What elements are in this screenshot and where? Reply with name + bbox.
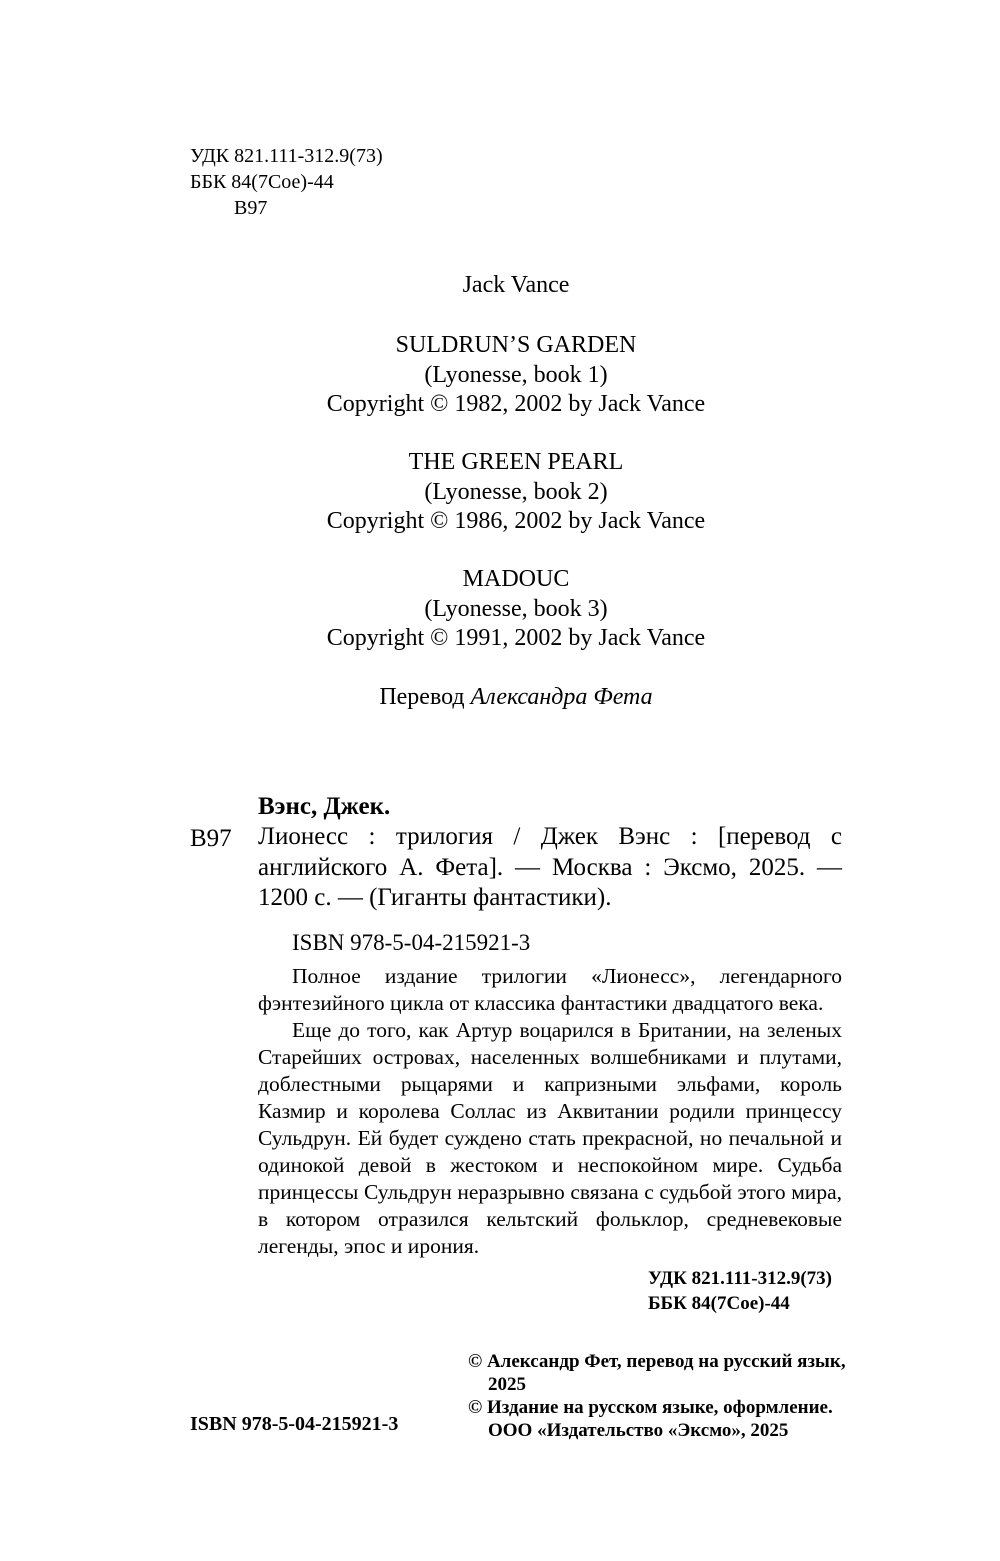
book-title: THE GREEN PEARL — [408, 449, 624, 475]
bottom-classification-codes — [648, 1266, 832, 1316]
book-series: (Lyonesse, book 2) — [424, 478, 608, 505]
book-title: MADOUC — [462, 566, 570, 592]
bbk-code: ББК 84(7Сое)-44 — [648, 1293, 790, 1314]
book-copyright: Copyright © 1986, 2002 by Jack Vance — [326, 508, 706, 534]
translation-label: Перевод — [379, 684, 465, 710]
annotation-paragraph: Полное издание трилогии «Лионесс», легендарного фэнтезийного цикла от классика фантастики двадцатого века. — [258, 964, 842, 1015]
bbk-code: ББК 84(7Сое)-44 — [190, 171, 334, 193]
original-book-3 — [0, 565, 1000, 654]
catalog-heading: Вэнс, Джек. — [258, 793, 391, 820]
udk-code: УДК 821.111-312.9(73) — [190, 145, 383, 167]
annotation — [258, 963, 842, 1260]
annotation-paragraph: Еще до того, как Артур воцарился в Британии, на зеленых Старейших островах, населенных волшебниками и плутами, доблестными рыцарями и капризными эльфами, король Казмир и королева Соллас из Аквитании родили принцессу Сульдрун. Ей будет суждено стать прекрасной, но печальной и одинокой девой в жестоком и неспокойном мире. Судьба принцессы Сульдрун неразрывно связана с судьбой этого мира, в котором отразился кельтский фольклор, средневековые легенды, эпос и ирония. — [258, 1018, 842, 1258]
original-book-2 — [0, 448, 1000, 537]
catalog-cutter: В97 — [190, 825, 232, 852]
book-copyright: Copyright © 1991, 2002 by Jack Vance — [326, 625, 706, 651]
copyright-notices — [468, 1350, 848, 1442]
copyright-translation: © Александр Фет, перевод на русский язык, 2025 — [468, 1351, 846, 1395]
book-title: SULDRUN’S GARDEN — [395, 332, 637, 358]
translation-credit — [0, 683, 1000, 713]
udk-code: УДК 821.111-312.9(73) — [648, 1268, 833, 1289]
cutter-code: В97 — [234, 197, 268, 219]
original-author: Jack Vance — [462, 272, 570, 298]
book-series: (Lyonesse, book 3) — [424, 595, 608, 622]
catalog-isbn: ISBN 978-5-04-215921-3 — [292, 930, 531, 955]
book-copyright: Copyright © 1982, 2002 by Jack Vance — [326, 391, 706, 417]
book-series: (Lyonesse, book 1) — [424, 361, 608, 388]
translator-name: Александра Фета — [470, 684, 653, 710]
copyright-publisher: © Издание на русском языке, оформление. ООО «Издательство «Эксмо», 2025 — [468, 1397, 833, 1441]
original-book-1 — [0, 331, 1000, 420]
isbn-bottom: ISBN 978-5-04-215921-3 — [190, 1413, 399, 1435]
catalog-description: Лионесс : трилогия / Джек Вэнс : [перевод с английского А. Фета]. — Москва : Эксмо, 2025. — 1200 с. — (Гиганты фантастики). — [258, 823, 842, 911]
classification-codes — [190, 143, 383, 221]
